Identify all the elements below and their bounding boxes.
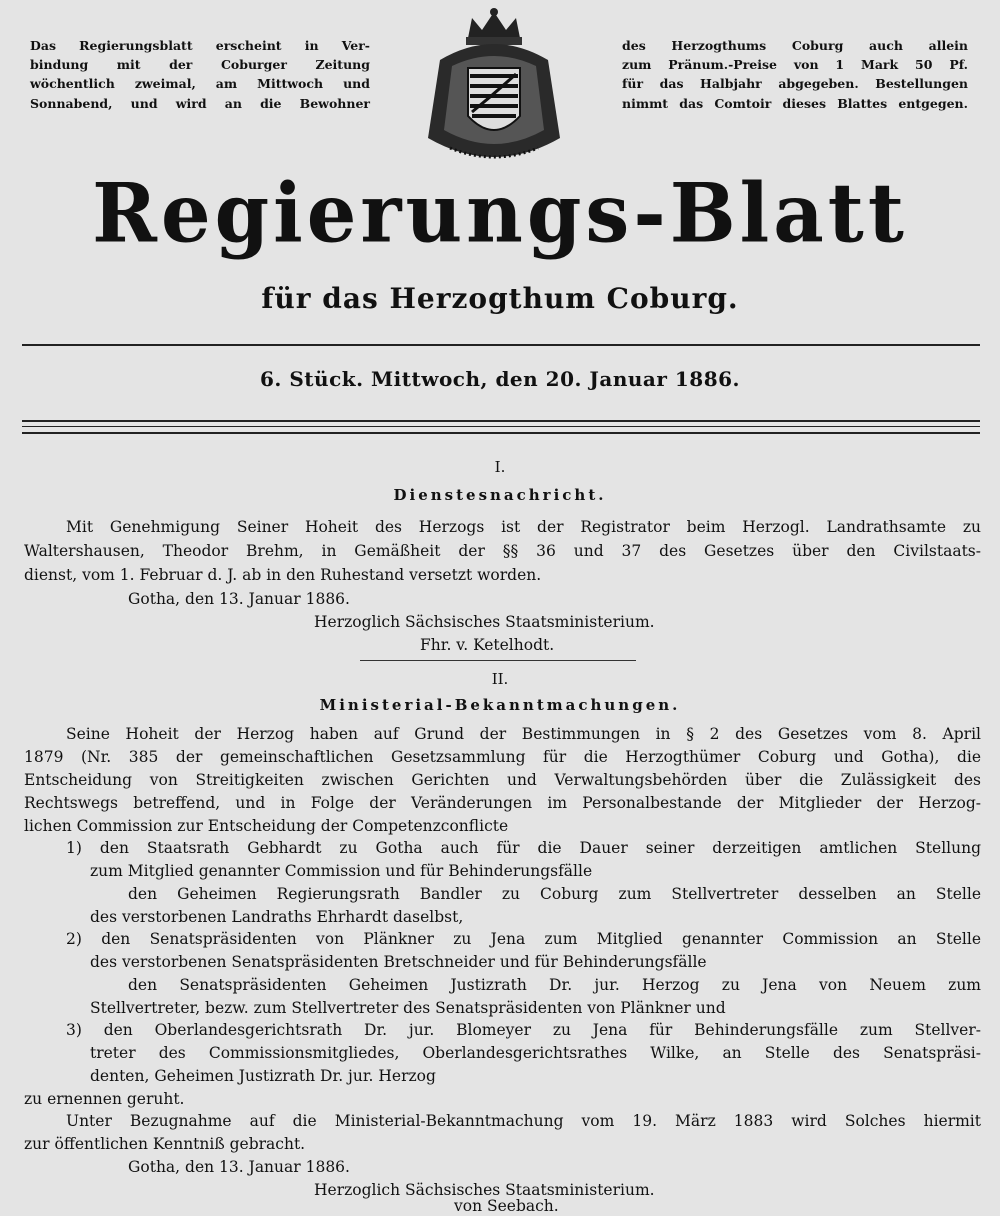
text-line: Seine Hoheit der Herzog haben auf Grund der Bestimmungen in § 2 des Gesetzes vom 8. April [66, 725, 981, 743]
right-notice-line: zum Pränum.-Preise von 1 Mark 50 Pf. [622, 57, 968, 73]
right-notice-line: nimmt das Comtoir dieses Blattes entgegen. [622, 95, 968, 111]
text-line: denten, Geheimen Justizrath Dr. jur. Herzog [90, 1067, 436, 1085]
right-notice-line: des Herzogthums Coburg auch allein [622, 38, 968, 53]
section-number: I. [494, 458, 506, 476]
right-notice [622, 36, 968, 113]
left-notice-line: bindung mit der Coburger Zeitung [30, 57, 370, 73]
authority: Herzoglich Sächsisches Staatsministerium. [314, 1181, 655, 1199]
signature: von Seebach. [454, 1197, 559, 1215]
newspaper-subtitle: für das Herzogthum Coburg. [261, 282, 739, 315]
text-line: des verstorbenen Landraths Ehrhardt daselbst, [90, 908, 464, 926]
text-line: zum Mitglied genannter Commission und für Behinderungsfälle [90, 862, 593, 880]
text-line: Rechtswegs betreffend, und in Folge der Veränderungen im Personalbestande der Mitglieder der Herzog- [24, 794, 981, 812]
left-notice-line: Sonnabend, und wird an die Bewohner [30, 95, 370, 111]
section-heading: Ministerial-Bekanntmachungen. [319, 696, 681, 714]
divider [22, 344, 980, 346]
signature: Fhr. v. Ketelhodt. [420, 636, 555, 654]
place-date: Gotha, den 13. Januar 1886. [128, 1158, 350, 1176]
divider [360, 660, 636, 661]
text-line: 1879 (Nr. 385 der gemeinschaftlichen Gesetzsammlung für die Herzogthümer Coburg und Gotha), die [24, 748, 981, 766]
text-line: zur öffentlichen Kenntniß gebracht. [24, 1135, 306, 1153]
authority: Herzoglich Sächsisches Staatsministerium. [314, 613, 655, 631]
place-date: Gotha, den 13. Januar 1886. [128, 590, 350, 608]
right-notice-line: für das Halbjahr abgegeben. Bestellungen [622, 76, 968, 92]
text-line: zu ernennen geruht. [24, 1090, 185, 1108]
left-notice-line: Das Regierungsblatt erscheint in Ver- [30, 38, 370, 53]
section-heading: Dienstesnachricht. [393, 486, 607, 504]
list-item: 2) den Senatspräsidenten von Plänkner zu Jena zum Mitglied genannter Commission an Stelle [66, 930, 981, 948]
newspaper-title: Regierungs-Blatt [92, 165, 908, 262]
text-line: treter des Commissionsmitgliedes, Oberlandesgerichtsrathes Wilke, an Stelle des Senatspräsi- [90, 1044, 981, 1062]
text-line: Stellvertreter, bezw. zum Stellvertreter des Senatspräsidenten von Plänkner und [90, 999, 726, 1017]
text-line: Unter Bezugnahme auf die Ministerial-Bekanntmachung vom 19. März 1883 wird Solches hiermit [66, 1112, 981, 1130]
divider [22, 426, 980, 427]
left-notice [30, 36, 370, 113]
list-item: 3) den Oberlandesgerichtsrath Dr. jur. Blomeyer zu Jena für Behinderungsfälle zum Stellver- [66, 1021, 981, 1039]
list-item: 1) den Staatsrath Gebhardt zu Gotha auch für die Dauer seiner derzeitigen amtlichen Stellung [66, 839, 981, 857]
text-line: Mit Genehmigung Seiner Hoheit des Herzogs ist der Registrator beim Herzogl. Landrathsamte zu [66, 518, 981, 536]
coat-of-arms-icon [420, 8, 568, 168]
text-line: des verstorbenen Senatspräsidenten Bretschneider und für Behinderungsfälle [90, 953, 707, 971]
issue-line: 6. Stück. Mittwoch, den 20. Januar 1886. [260, 367, 740, 391]
text-line: Waltershausen, Theodor Brehm, in Gemäßheit der §§ 36 und 37 des Gesetzes über den Civilstaats- [24, 542, 981, 560]
text-line: den Senatspräsidenten Geheimen Justizrath Dr. jur. Herzog zu Jena von Neuem zum [128, 976, 981, 994]
text-line: Entscheidung von Streitigkeiten zwischen Gerichten und Verwaltungsbehörden über die Zulässigkeit des [24, 771, 981, 789]
section-number: II. [491, 670, 509, 688]
divider [22, 432, 980, 434]
left-notice-line: wöchentlich zweimal, am Mittwoch und [30, 76, 370, 92]
text-line: lichen Commission zur Entscheidung der Competenzconflicte [24, 817, 509, 835]
text-line: dienst, vom 1. Februar d. J. ab in den Ruhestand versetzt worden. [24, 566, 542, 584]
text-line: den Geheimen Regierungsrath Bandler zu Coburg zum Stellvertreter desselben an Stelle [128, 885, 981, 903]
divider [22, 420, 980, 422]
